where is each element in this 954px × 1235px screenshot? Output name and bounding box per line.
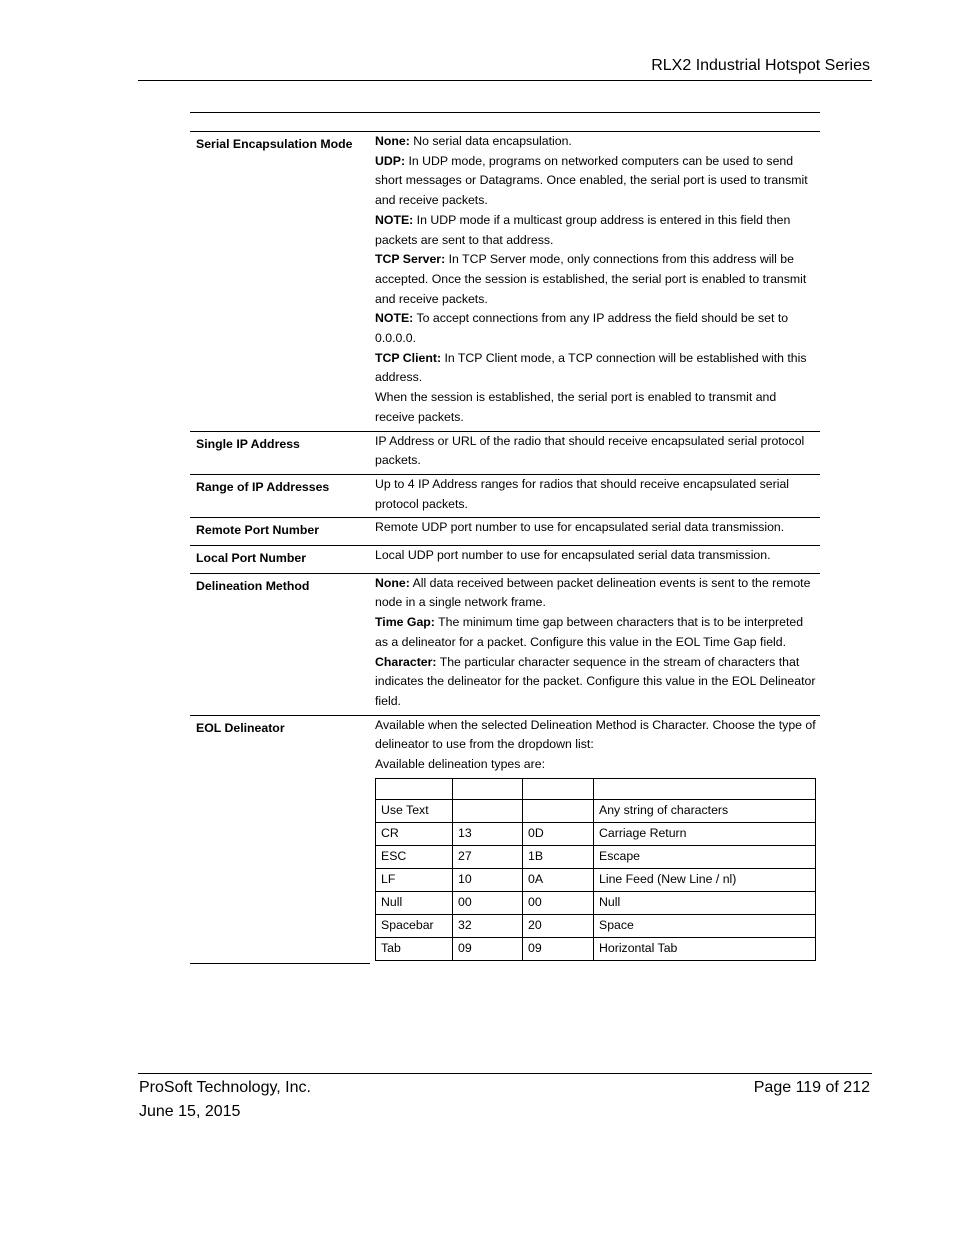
parameter-name-cell: [190, 518, 370, 546]
option-text: Up to 4 IP Address ranges for radios that should receive encapsulated serial protocol packets.: [375, 476, 790, 511]
delineation-type-name: Tab: [376, 937, 453, 960]
delineation-header-cell: [523, 778, 594, 799]
option-name: None:: [375, 575, 410, 590]
footer-page-number: Page 119 of 212: [753, 1079, 870, 1096]
table-header-cell: [370, 113, 820, 132]
footer-left: [139, 1076, 311, 1124]
option-text: In UDP mode, programs on networked computers can be used to send short messages or Datagrams. Once enabled, the serial port is used to transmit and receive packets.: [375, 153, 808, 208]
delineation-type-decimal: [453, 799, 523, 822]
option-text: All data received between packet delineation events is sent to the remote node in a single network frame.: [375, 575, 811, 610]
delineation-type-row: [376, 914, 816, 937]
description-paragraph: [375, 309, 816, 348]
delineation-type-description: Horizontal Tab: [594, 937, 816, 960]
delineation-type-row: [376, 799, 816, 822]
table-row: [190, 573, 820, 715]
delineation-type-row: [376, 845, 816, 868]
description-paragraph: [375, 211, 816, 250]
description-paragraph: Available delineation types are:: [375, 757, 545, 772]
table-row: [190, 132, 820, 432]
delineation-type-hex: 1B: [523, 845, 594, 868]
delineation-type-description: Space: [594, 914, 816, 937]
delineation-type-name: Null: [376, 891, 453, 914]
delineation-types-table: [375, 778, 816, 961]
footer-rule: [138, 1073, 872, 1074]
delineation-header-cell: [376, 778, 453, 799]
option-name: TCP Client:: [375, 350, 442, 365]
delineation-type-description: Null: [594, 891, 816, 914]
option-text: No serial data encapsulation.: [409, 134, 572, 148]
delineation-type-name: Use Text: [376, 799, 453, 822]
description-paragraph: [375, 574, 816, 613]
delineation-type-name: ESC: [376, 845, 453, 868]
parameter-name-cell: [190, 431, 370, 474]
parameter-name-cell: [190, 132, 370, 432]
table-row: [190, 546, 820, 574]
delineation-type-row: [376, 891, 816, 914]
parameter-name-cell: [190, 546, 370, 574]
parameter-description-cell: [370, 431, 820, 474]
description-paragraph: [375, 132, 816, 152]
option-text: To accept connections from any IP address the field should be set to 0.0.0.0.: [375, 311, 789, 346]
description-paragraph: [375, 349, 816, 388]
description-paragraph: Available when the selected Delineation Method is Character. Choose the type of delineator to use from the dropdown list:: [375, 717, 816, 752]
parameter-description-cell: [370, 518, 820, 546]
table-row: [190, 715, 820, 964]
delineation-type-description: Any string of characters: [594, 799, 816, 822]
table-header-cell: [190, 113, 370, 132]
delineation-type-name: LF: [376, 868, 453, 891]
parameter-description-cell: [370, 132, 820, 432]
delineation-header-row: [376, 778, 816, 799]
parameter-name: Local Port Number: [196, 551, 307, 566]
option-text: Local UDP port number to use for encapsulated serial data transmission.: [375, 548, 771, 563]
delineation-type-row: [376, 822, 816, 845]
option-name: Time Gap:: [375, 615, 435, 630]
parameter-name: Single IP Address: [196, 436, 300, 451]
parameter-table: [190, 112, 820, 964]
description-paragraph: [375, 518, 816, 538]
option-name: None:: [375, 134, 410, 148]
parameter-name: EOL Delineator: [196, 720, 285, 735]
table-header-row: [190, 113, 820, 132]
option-text: The minimum time gap between characters that is to be interpreted as a delineator for a packet. Configure this value in the EOL Time Gap field.: [375, 615, 804, 649]
table-row: [190, 518, 820, 546]
delineation-type-hex: 0A: [523, 868, 594, 891]
delineation-type-name: CR: [376, 822, 453, 845]
option-text: The particular character sequence in the stream of characters that indicates the delineator for the packet. Configure this value in the EOL Delineator field.: [375, 654, 816, 708]
delineation-type-row: [376, 868, 816, 891]
parameter-name-cell: [190, 474, 370, 517]
option-text: In TCP Server mode, only connections from this address will be accepted. Once the session is established, the serial port is enabled to transmit and receive packets.: [375, 252, 807, 306]
parameter-description-cell: [370, 546, 820, 574]
description-paragraph: [375, 432, 816, 471]
option-name: Character:: [375, 654, 437, 669]
delineation-type-decimal: 27: [453, 845, 523, 868]
table-row: [190, 431, 820, 474]
description-paragraph: [375, 388, 816, 427]
parameter-description-cell: [370, 474, 820, 517]
document-header-title: RLX2 Industrial Hotspot Series: [651, 57, 870, 74]
description-paragraph: [375, 475, 816, 514]
parameter-name-cell: [190, 715, 370, 964]
parameter-name-cell: [190, 573, 370, 715]
parameter-name: Remote Port Number: [196, 523, 319, 538]
option-name: NOTE:: [375, 212, 414, 227]
delineation-type-hex: 00: [523, 891, 594, 914]
delineation-type-hex: 0D: [523, 822, 594, 845]
delineation-type-decimal: 13: [453, 822, 523, 845]
parameter-name: Delineation Method: [196, 578, 310, 593]
delineation-type-hex: 09: [523, 937, 594, 960]
description-paragraph: [375, 613, 816, 652]
delineation-header-cell: [594, 778, 816, 799]
description-paragraph: [375, 250, 816, 309]
option-text: In TCP Client mode, a TCP connection will be established with this address.: [375, 350, 807, 385]
parameter-name: Serial Encapsulation Mode: [196, 137, 353, 151]
description-paragraph: [375, 546, 816, 566]
delineation-type-description: Carriage Return: [594, 822, 816, 845]
delineation-type-description: Line Feed (New Line / nl): [594, 868, 816, 891]
delineation-type-hex: [523, 799, 594, 822]
delineation-type-hex: 20: [523, 914, 594, 937]
delineation-type-decimal: 09: [453, 937, 523, 960]
option-name: NOTE:: [375, 311, 414, 326]
option-text: IP Address or URL of the radio that should receive encapsulated serial protocol packets.: [375, 433, 805, 468]
description-paragraph: [375, 653, 816, 712]
table-row: [190, 474, 820, 517]
footer-company: ProSoft Technology, Inc.: [139, 1079, 311, 1096]
parameter-description-cell: [370, 715, 820, 964]
header-rule: [138, 80, 872, 81]
option-name: TCP Server:: [375, 252, 446, 267]
option-name: UDP:: [375, 153, 406, 168]
delineation-type-row: [376, 937, 816, 960]
delineation-type-decimal: 00: [453, 891, 523, 914]
parameter-name: Range of IP Addresses: [196, 479, 330, 494]
delineation-type-name: Spacebar: [376, 914, 453, 937]
option-text: In UDP mode if a multicast group address is entered in this field then packets are sent to that address.: [375, 212, 791, 247]
delineation-type-decimal: 32: [453, 914, 523, 937]
delineation-type-decimal: 10: [453, 868, 523, 891]
delineation-type-description: Escape: [594, 845, 816, 868]
footer-date: June 15, 2015: [139, 1103, 241, 1120]
delineation-header-cell: [453, 778, 523, 799]
option-text: When the session is established, the serial port is enabled to transmit and receive packets.: [375, 390, 777, 424]
option-text: Remote UDP port number to use for encapsulated serial data transmission.: [375, 520, 785, 535]
description-paragraph: [375, 152, 816, 211]
parameter-description-cell: [370, 573, 820, 715]
